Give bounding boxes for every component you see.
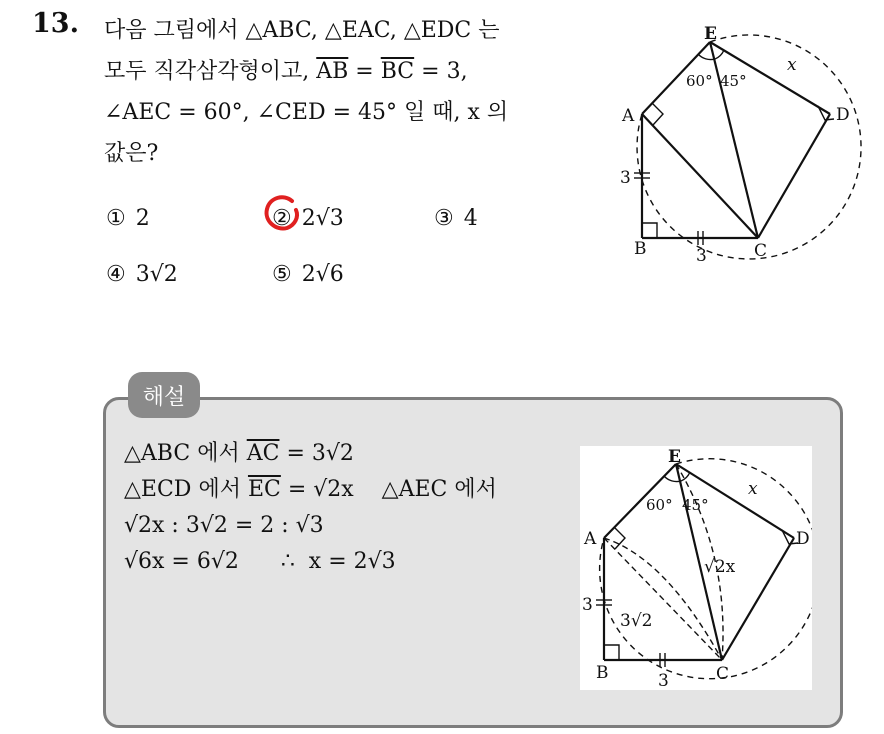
choice-number: ② — [272, 206, 292, 231]
question-number: 13. — [32, 8, 79, 39]
label-bc-3: 3 — [658, 671, 669, 690]
choice-number: ③ — [434, 206, 454, 231]
choice-3[interactable] — [434, 206, 478, 231]
solution-line-4: √6x = 6√2 ∴ x = 2√3 — [124, 549, 396, 574]
solution-line-3: √2x : 3√2 = 2 : √3 — [124, 513, 324, 538]
label-c: C — [716, 664, 730, 684]
label-ab-3: 3 — [620, 168, 631, 188]
label-ec-length: √2x — [704, 557, 736, 577]
segment-ab: $\overline{AB}$ — [316, 59, 349, 84]
label-x: x — [787, 55, 797, 75]
label-e: E — [704, 24, 717, 44]
question-stem — [104, 10, 594, 174]
stem-text: 모두 직각삼각형이고, — [104, 59, 317, 84]
dashed-circle — [637, 35, 861, 259]
choice-text: 2√3 — [301, 206, 344, 231]
segment-ac: $\overline{AC}$ — [246, 441, 280, 466]
label-c: C — [754, 241, 768, 261]
label-angle-45: 45° — [720, 72, 747, 90]
solution-line-1 — [124, 436, 574, 472]
solution-figure — [580, 446, 812, 690]
label-bc-3: 3 — [696, 246, 707, 266]
choice-text: 3√2 — [135, 262, 178, 287]
choice-1[interactable] — [106, 206, 150, 231]
solution-line-2 — [124, 472, 574, 508]
sol-text: = 3√2 — [279, 441, 354, 466]
label-ac-length: 3√2 — [620, 611, 653, 631]
right-angle-b — [604, 645, 619, 660]
choice-text: 2√6 — [301, 262, 344, 287]
edge-dc — [758, 114, 830, 238]
segment-bc: $\overline{BC}$ — [380, 59, 415, 84]
answer-mark-circle — [262, 193, 302, 233]
label-e: E — [668, 447, 681, 467]
choice-number: ⑤ — [272, 262, 292, 287]
angle-arc-45 — [715, 50, 724, 59]
segment-ec: $\overline{EC}$ — [247, 477, 281, 502]
choice-number: ④ — [106, 262, 126, 287]
label-x: x — [748, 479, 758, 499]
angle-arc-45 — [681, 472, 690, 481]
label-angle-45: 45° — [682, 496, 709, 514]
stem-line-1: 다음 그림에서 △ABC, △EAC, △EDC 는 — [104, 18, 500, 43]
right-angle-a — [652, 103, 663, 125]
right-angle-b — [642, 223, 657, 238]
stem-line-2 — [104, 51, 594, 92]
label-a: A — [584, 529, 597, 549]
label-angle-60: 60° — [686, 72, 713, 90]
problem-figure — [606, 22, 866, 268]
stem-text: = 3, — [414, 59, 468, 84]
label-a: A — [622, 106, 635, 126]
label-b: B — [596, 663, 609, 683]
sol-text: △ECD 에서 — [124, 477, 248, 502]
choice-number: ① — [106, 206, 126, 231]
choice-text: 4 — [463, 206, 478, 231]
label-ab-3: 3 — [582, 595, 593, 615]
label-d: D — [836, 105, 850, 125]
choice-4[interactable] — [106, 262, 178, 287]
edge-ac — [642, 114, 758, 238]
stem-line-4: 값은? — [104, 141, 159, 166]
sol-text: △ABC 에서 — [124, 441, 247, 466]
choice-text: 2 — [135, 206, 150, 231]
choice-5[interactable] — [272, 262, 344, 287]
equals-sign: = — [348, 59, 381, 84]
stem-line-3: ∠AEC = 60°, ∠CED = 45° 일 때, x 의 — [104, 100, 509, 125]
sol-text: = √2x △AEC 에서 — [280, 477, 497, 502]
solution-text — [124, 436, 574, 580]
label-d: D — [796, 529, 810, 549]
solution-tag: 해설 — [128, 372, 200, 418]
label-angle-60: 60° — [646, 496, 673, 514]
label-b: B — [634, 239, 647, 259]
